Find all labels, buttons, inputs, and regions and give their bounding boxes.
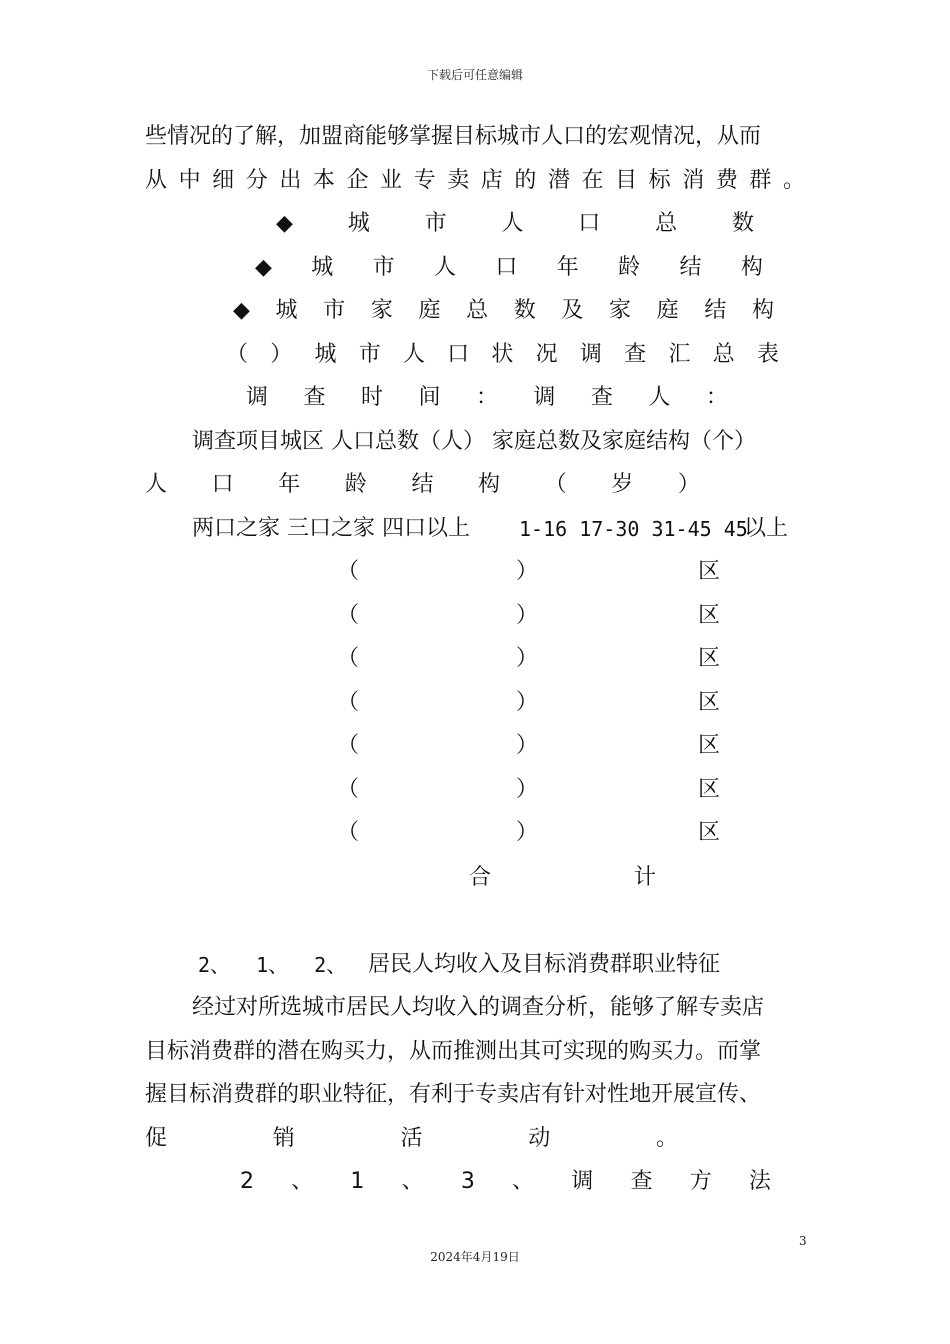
glyph: 业 <box>380 168 403 193</box>
glyph: 人 <box>402 342 425 367</box>
glyph: 口 <box>495 255 518 280</box>
glyph: 龄 <box>344 472 367 497</box>
glyph: 在 <box>581 168 604 193</box>
glyph: 年 <box>278 472 301 497</box>
glyph: 总 <box>655 211 678 236</box>
glyph: 家 <box>609 298 632 323</box>
glyph: 年 <box>556 255 579 280</box>
glyph: 费 <box>715 168 738 193</box>
glyph: 市 <box>358 342 381 367</box>
paragraph-line: 经过对所选城市居民人均收入的调查分析，能够了解专卖店 <box>192 995 765 1020</box>
glyph: 。 <box>655 1126 678 1151</box>
glyph: 口 <box>447 342 470 367</box>
glyph: 方 <box>689 1169 712 1194</box>
glyph: 城 <box>275 298 298 323</box>
glyph: 人 <box>434 255 457 280</box>
glyph: 潜 <box>547 168 570 193</box>
district-close-paren: ） <box>516 733 539 758</box>
table-title <box>226 340 779 370</box>
glyph: 消 <box>682 168 705 193</box>
glyph: 动 <box>528 1126 551 1151</box>
district-label: 区 <box>698 646 721 671</box>
glyph: 总 <box>712 342 735 367</box>
section-heading-213 <box>240 1167 771 1197</box>
glyph: （ <box>226 342 249 367</box>
glyph: 数 <box>513 298 536 323</box>
glyph: 构 <box>751 298 774 323</box>
glyph: 家 <box>370 298 393 323</box>
district-open-paren: （ <box>337 777 360 802</box>
glyph: 本 <box>312 168 335 193</box>
glyph: 状 <box>491 342 514 367</box>
bullet-city-population <box>276 209 754 239</box>
glyph: 及 <box>561 298 584 323</box>
table-header-line: 调查项目城区 人口总数（人） 家庭总数及家庭结构（个） <box>192 429 756 454</box>
district-close-paren: ） <box>516 603 539 628</box>
glyph: 城 <box>314 342 337 367</box>
glyph: 人 <box>145 472 168 497</box>
page-header: 下载后可任意编辑 <box>426 68 523 82</box>
section-title-212: 居民人均收入及目标消费群职业特征 <box>368 952 721 977</box>
glyph: 卖 <box>447 168 470 193</box>
district-close-paren: ） <box>516 820 539 845</box>
glyph: （ <box>544 472 567 497</box>
glyph: 细 <box>212 168 235 193</box>
glyph: 汇 <box>668 342 691 367</box>
glyph: 龄 <box>618 255 641 280</box>
district-label: 区 <box>698 690 721 715</box>
district-open-paren: （ <box>337 559 360 584</box>
glyph: 构 <box>478 472 501 497</box>
glyph: 调 <box>571 1169 594 1194</box>
glyph: 结 <box>704 298 727 323</box>
glyph: 、 <box>512 1169 535 1194</box>
glyph: 合 <box>469 865 492 890</box>
district-close-paren: ） <box>516 646 539 671</box>
page-number: 3 <box>799 1234 807 1248</box>
glyph: ： <box>705 385 728 410</box>
glyph: 庭 <box>656 298 679 323</box>
glyph: 口 <box>578 211 601 236</box>
district-label: 区 <box>698 559 721 584</box>
glyph: 目 <box>615 168 638 193</box>
glyph: ◆ <box>255 255 272 280</box>
glyph: 城 <box>311 255 334 280</box>
section-number-212: 2、 1、 2、 <box>198 953 347 977</box>
glyph: 庭 <box>418 298 441 323</box>
district-label: 区 <box>698 820 721 845</box>
glyph: 人 <box>648 385 671 410</box>
glyph: 查 <box>624 342 647 367</box>
glyph: 岁 <box>611 472 634 497</box>
glyph: 中 <box>178 168 201 193</box>
glyph: 时 <box>360 385 383 410</box>
glyph: 市 <box>323 298 346 323</box>
glyph: 市 <box>372 255 395 280</box>
glyph: ： <box>475 385 498 410</box>
body-line: 些情况的了解，加盟商能够掌握目标城市人口的宏观情况，从而 <box>145 124 762 149</box>
glyph: 人 <box>501 211 524 236</box>
glyph: 的 <box>514 168 537 193</box>
district-close-paren: ） <box>516 777 539 802</box>
age-structure-line <box>145 470 700 500</box>
district-open-paren: （ <box>337 603 360 628</box>
district-close-paren: ） <box>516 559 539 584</box>
paragraph-line: 握目标消费群的职业特征，有利于专卖店有针对性地开展宣传、 <box>145 1082 762 1107</box>
glyph: 促 <box>145 1126 168 1151</box>
district-open-paren: （ <box>337 733 360 758</box>
glyph: ） <box>677 472 700 497</box>
paragraph-line <box>145 1124 678 1154</box>
glyph: 、 <box>401 1169 424 1194</box>
glyph: 结 <box>411 472 434 497</box>
glyph: 口 <box>211 472 234 497</box>
page-footer-date: 2024年4月19日 <box>430 1250 520 1264</box>
glyph: 数 <box>731 211 754 236</box>
glyph: ） <box>270 342 293 367</box>
glyph: 查 <box>630 1169 653 1194</box>
glyph: 构 <box>740 255 763 280</box>
bullet-age-structure <box>255 253 763 283</box>
glyph: 调 <box>246 385 269 410</box>
total-row <box>469 863 656 893</box>
district-open-paren: （ <box>337 690 360 715</box>
survey-time-person-line <box>246 383 728 413</box>
age-ranges: 1-16 17-30 31-45 45 <box>519 517 748 541</box>
glyph: 、 <box>291 1169 314 1194</box>
glyph: 1 <box>350 1169 365 1194</box>
district-close-paren: ） <box>516 690 539 715</box>
age-over-label: 以上 <box>744 516 789 541</box>
glyph: 法 <box>748 1169 771 1194</box>
justified-line <box>145 166 805 196</box>
glyph: 2 <box>240 1169 254 1194</box>
glyph: 出 <box>279 168 302 193</box>
glyph: ◆ <box>276 211 293 236</box>
glyph: 3 <box>460 1169 475 1194</box>
glyph: 间 <box>418 385 441 410</box>
glyph: ◆ <box>233 298 250 323</box>
bullet-household-structure <box>233 296 774 326</box>
glyph: 活 <box>400 1126 423 1151</box>
glyph: 企 <box>346 168 369 193</box>
glyph: 分 <box>245 168 268 193</box>
glyph: 销 <box>272 1126 295 1151</box>
glyph: 市 <box>424 211 447 236</box>
glyph: 查 <box>590 385 613 410</box>
district-label: 区 <box>698 733 721 758</box>
glyph: 况 <box>535 342 558 367</box>
glyph: 查 <box>303 385 326 410</box>
glyph: 表 <box>756 342 779 367</box>
household-types: 两口之家 三口之家 四口以上 <box>192 516 470 541</box>
glyph: 总 <box>466 298 489 323</box>
glyph: 群 <box>749 168 772 193</box>
district-label: 区 <box>698 777 721 802</box>
glyph: 调 <box>579 342 602 367</box>
glyph: 结 <box>679 255 702 280</box>
glyph: 从 <box>145 168 168 193</box>
district-open-paren: （ <box>337 646 360 671</box>
district-label: 区 <box>698 603 721 628</box>
district-open-paren: （ <box>337 820 360 845</box>
glyph: 。 <box>782 168 805 193</box>
paragraph-line: 目标消费群的潜在购买力，从而推测出其可实现的购买力。而掌 <box>145 1039 762 1064</box>
glyph: 店 <box>480 168 503 193</box>
glyph: 城 <box>347 211 370 236</box>
glyph: 标 <box>648 168 671 193</box>
glyph: 专 <box>413 168 436 193</box>
glyph: 计 <box>633 865 656 890</box>
glyph: 调 <box>533 385 556 410</box>
